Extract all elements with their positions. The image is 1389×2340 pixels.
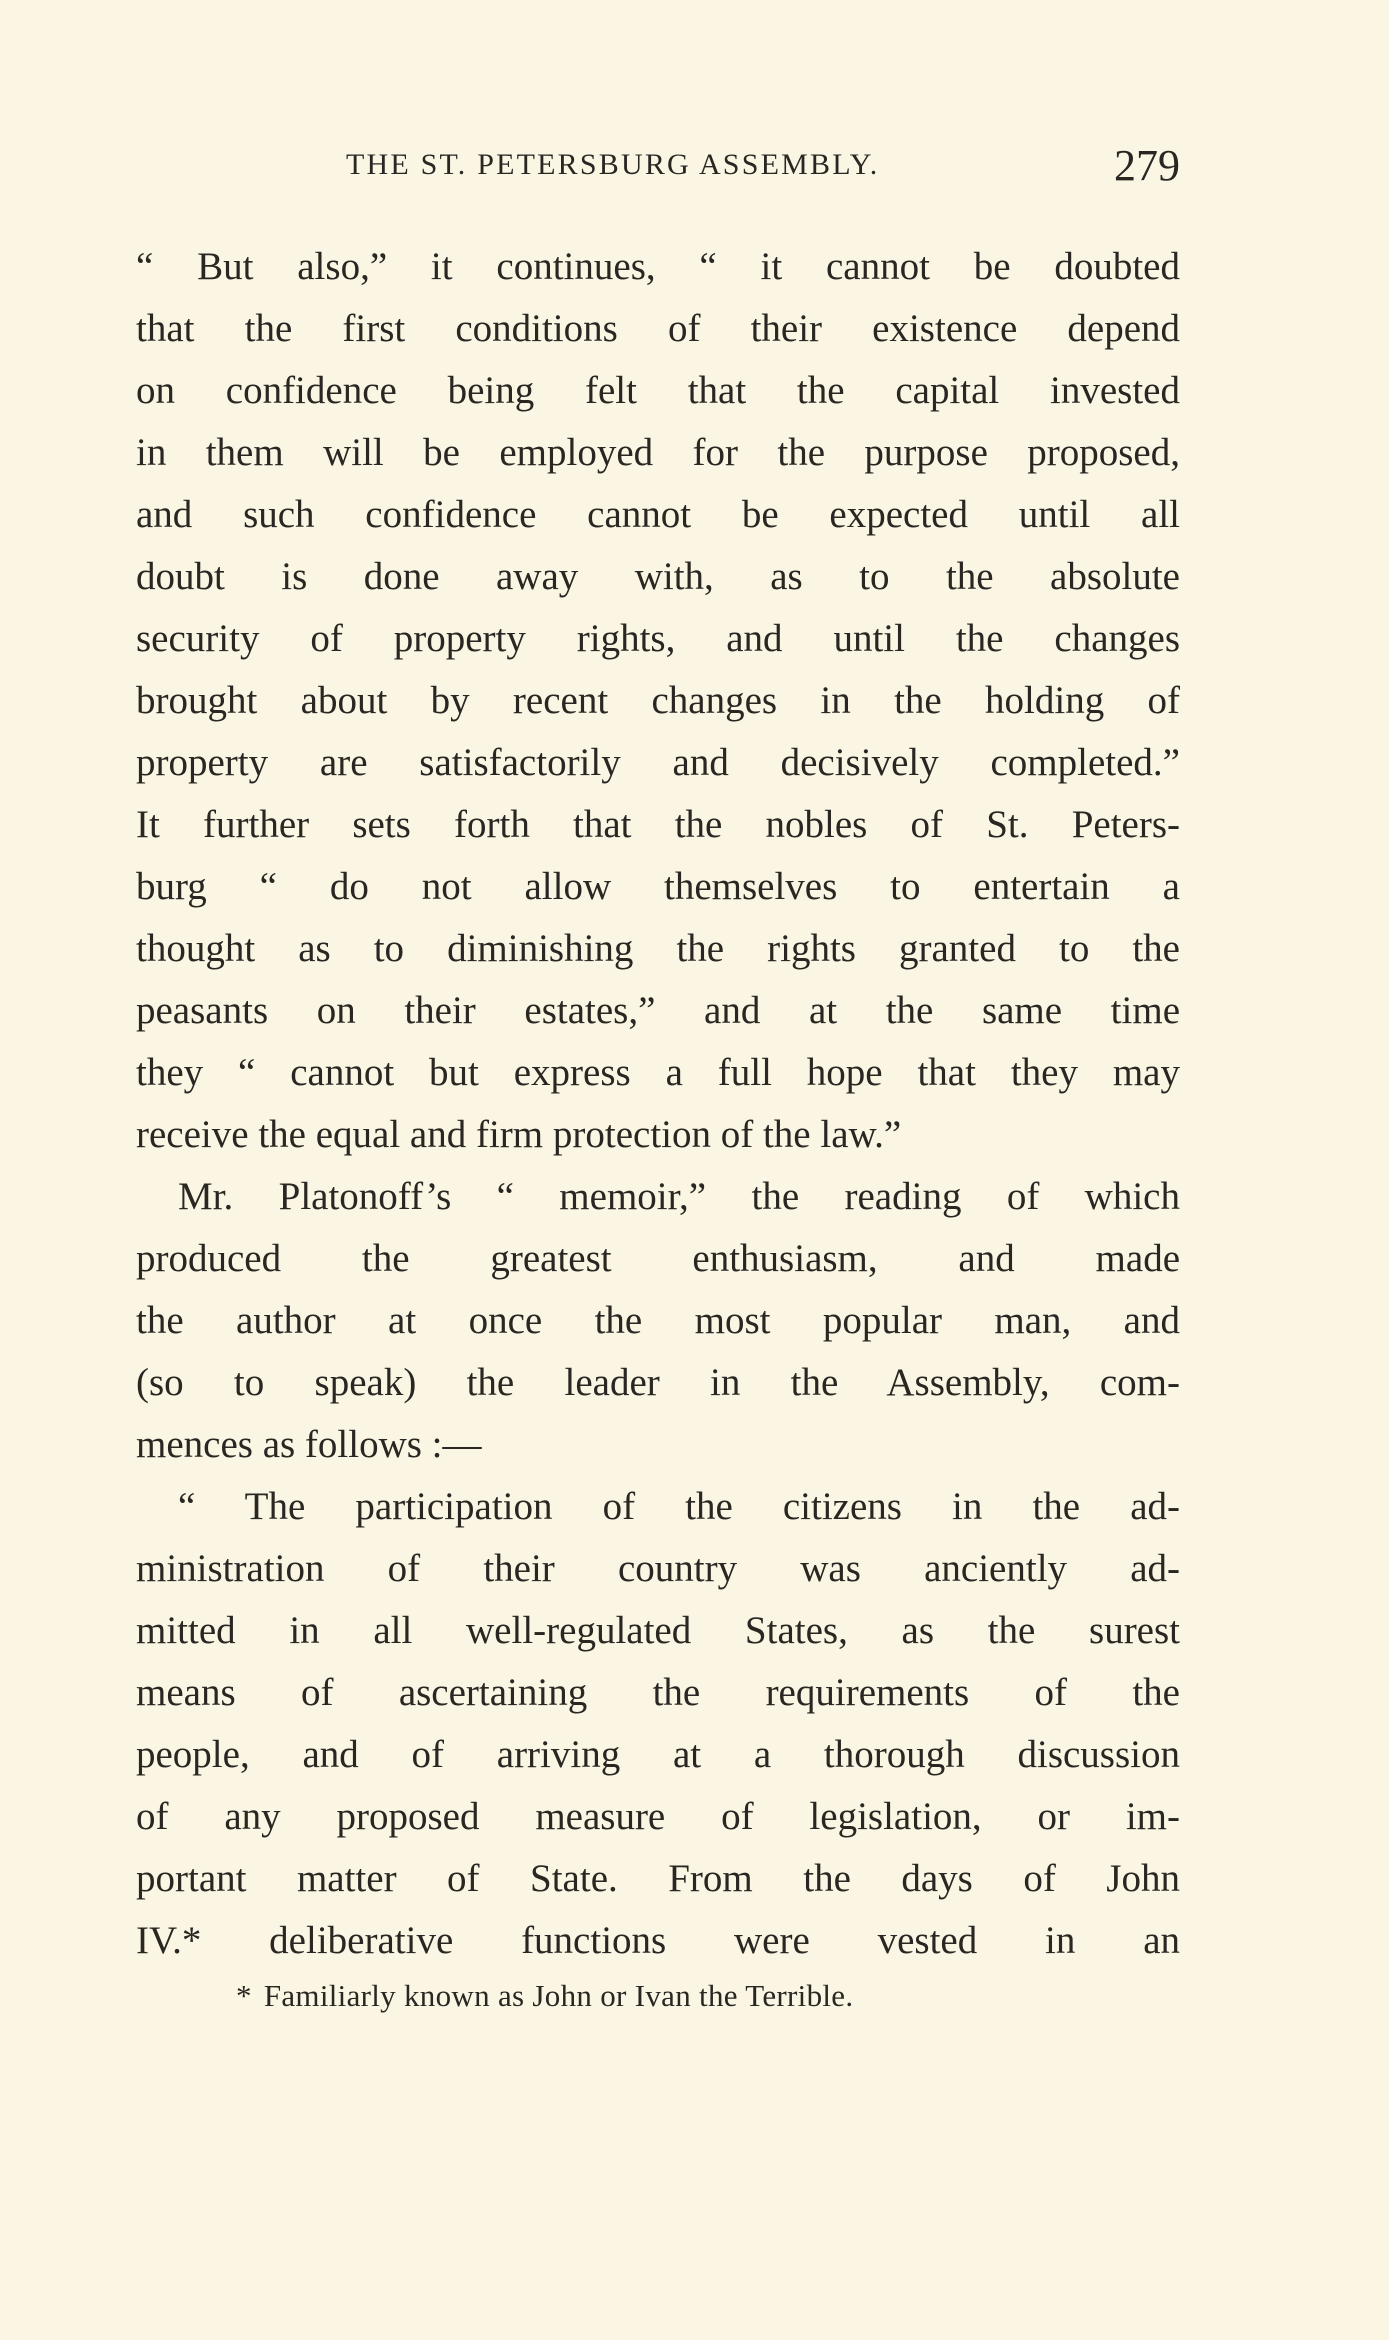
text-line: burg “ do not allow themselves to entertain a	[136, 865, 1180, 908]
text-line: people, and of arriving at a thorough discussion	[136, 1733, 1180, 1776]
text-line: “ The participation of the citizens in the ad-	[178, 1485, 1180, 1528]
text-line: (so to speak) the leader in the Assembly, com-	[136, 1361, 1180, 1404]
text-line: and such confidence cannot be expected until all	[136, 493, 1180, 536]
text-line: the author at once the most popular man, and	[136, 1299, 1180, 1342]
text-line: they “ cannot but express a full hope that they may	[136, 1051, 1180, 1094]
text-line: brought about by recent changes in the holding of	[136, 679, 1180, 722]
running-title: THE ST. PETERSBURG ASSEMBLY.	[346, 148, 880, 181]
text-line: receive the equal and firm protection of the law.”	[136, 1113, 902, 1156]
page-number: 279	[1114, 141, 1180, 190]
text-line: that the first conditions of their existence depend	[136, 307, 1180, 350]
text-line: thought as to diminishing the rights granted to the	[136, 927, 1180, 970]
text-line: on confidence being felt that the capital invested	[136, 369, 1180, 412]
text-line: “ But also,” it continues, “ it cannot be doubted	[136, 245, 1180, 288]
text-line: IV.* deliberative functions were vested in an	[136, 1919, 1180, 1962]
footnote	[236, 1978, 853, 2014]
text-line: mitted in all well-regulated States, as the surest	[136, 1609, 1180, 1652]
text-line: mences as follows :—	[136, 1423, 482, 1466]
body-text	[136, 236, 1180, 1972]
text-line: portant matter of State. From the days of John	[136, 1857, 1180, 1900]
text-line: means of ascertaining the requirements of the	[136, 1671, 1180, 1714]
footnote-mark: *	[236, 1978, 252, 2013]
text-line: It further sets forth that the nobles of St. Peters-	[136, 803, 1180, 846]
text-line: doubt is done away with, as to the absolute	[136, 555, 1180, 598]
text-line: in them will be employed for the purpose proposed,	[136, 431, 1180, 474]
text-line: property are satisfactorily and decisively completed.”	[136, 741, 1180, 784]
running-head	[136, 140, 1180, 192]
text-line: Mr. Platonoff’s “ memoir,” the reading of which	[178, 1175, 1180, 1218]
text-line: produced the greatest enthusiasm, and made	[136, 1237, 1180, 1280]
footnote-text: Familiarly known as John or Ivan the Terrible.	[263, 1978, 854, 2013]
text-line: ministration of their country was anciently ad-	[136, 1547, 1180, 1590]
text-line: security of property rights, and until the changes	[136, 617, 1180, 660]
text-line: of any proposed measure of legislation, or im-	[136, 1795, 1180, 1838]
text-line: peasants on their estates,” and at the same time	[136, 989, 1180, 1032]
